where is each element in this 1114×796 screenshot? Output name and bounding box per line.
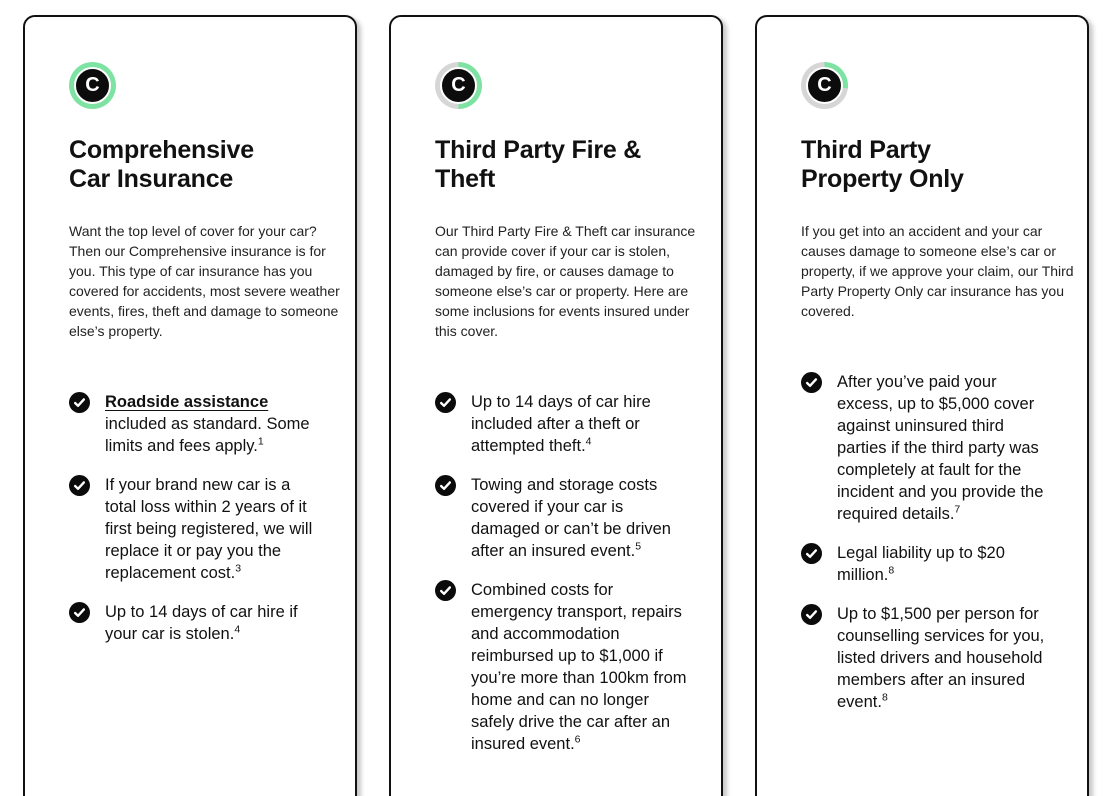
benefit-text: Roadside assistance included as standard. Some limits and fees apply.$^1$: [105, 393, 310, 455]
footnote-marker: 4: [585, 435, 592, 448]
insurance-card-3: [755, 15, 1089, 796]
benefit-text: Combined costs for emergency transport, repairs and accommodation reimbursed up to $1,000 if you’re more than 100km from home and can no longer safely drive the car after an insured event.$^6$: [471, 581, 687, 753]
benefit-text: Up to 14 days of car hire if your car is stolen.$^4$: [105, 603, 298, 643]
footnote-marker: 1: [257, 435, 264, 448]
card-description: If you get into an accident and your car causes damage to someone else’s car or property, if we approve your claim, our Third Party Property Only car insurance has you covered.: [801, 223, 1074, 319]
coverage-level-ring-icon: [69, 62, 116, 109]
footnote-marker: 8: [888, 564, 895, 577]
brand-logo-letter: C: [451, 73, 466, 96]
card-description: Our Third Party Fire & Theft car insurance can provide cover if your car is stolen, damaged by fire, or causes damage to someone else’s car or property. Here are some inclusions for events insured under this cover.: [435, 223, 696, 339]
footnote-marker: 4: [234, 623, 241, 636]
insurance-card-2: [389, 15, 723, 796]
brand-logo-letter: C: [85, 73, 100, 96]
footnote-marker: 3: [235, 562, 242, 575]
card-title: Comprehensive Car Insurance: [69, 136, 254, 193]
check-icon: [435, 475, 456, 496]
benefit-item: [801, 371, 1075, 525]
benefit-item: [435, 391, 709, 457]
check-icon: [435, 580, 456, 601]
brand-logo-icon: [806, 67, 843, 104]
footnote-marker: 8: [881, 691, 888, 704]
check-icon: [69, 475, 90, 496]
check-icon: [801, 372, 822, 393]
check-icon: [435, 392, 456, 413]
benefit-text: Towing and storage costs covered if your car is damaged or can’t be driven after an insured event.$^5$: [471, 476, 671, 560]
footnote-marker: 6: [574, 733, 581, 746]
benefit-item: [801, 542, 1075, 586]
benefit-text: After you’ve paid your excess, up to $5,000 cover against uninsured third parties if the third party was completely at fault for the incident and you provide the required details.$^7$: [837, 373, 1044, 523]
benefit-list: [435, 391, 709, 755]
insurance-card-1: [23, 15, 357, 796]
benefit-list: [801, 371, 1075, 713]
footnote-marker: 7: [954, 503, 961, 516]
card-title: Third Party Fire & Theft: [435, 136, 642, 193]
coverage-level-ring-icon: [435, 62, 482, 109]
benefit-text: If your brand new car is a total loss within 2 years of it first being registered, we will replace it or pay you the replacement cost.$^3$: [105, 476, 313, 582]
roadside-assistance-link[interactable]: Roadside assistance: [105, 393, 269, 411]
brand-logo-letter: C: [817, 73, 832, 96]
benefit-item: [435, 579, 709, 755]
benefit-text: Up to 14 days of car hire included after a theft or attempted theft.$^4$: [471, 393, 651, 455]
benefit-list: [69, 391, 343, 645]
benefit-text: Legal liability up to $20 million.$^8$: [837, 544, 1005, 584]
card-description: Want the top level of cover for your car? Then our Comprehensive insurance is for you. This type of car insurance has you covered for accidents, most severe weather events, fires, theft and damage to someone else’s property.: [69, 223, 340, 339]
check-icon: [801, 604, 822, 625]
check-icon: [801, 543, 822, 564]
card-title: Third Party Property Only: [801, 136, 964, 193]
check-icon: [69, 392, 90, 413]
benefit-item: [69, 601, 343, 645]
benefit-item: [435, 474, 709, 562]
benefit-text: Up to $1,500 per person for counselling services for you, listed drivers and household members after an insured event.$^8$: [837, 605, 1045, 711]
brand-logo-icon: [74, 67, 111, 104]
coverage-level-ring-icon: [801, 62, 848, 109]
benefit-item: [69, 474, 343, 584]
check-icon: [69, 602, 90, 623]
footnote-marker: 5: [635, 540, 642, 553]
benefit-item: [69, 391, 343, 457]
benefit-item: [801, 603, 1075, 713]
brand-logo-icon: [440, 67, 477, 104]
